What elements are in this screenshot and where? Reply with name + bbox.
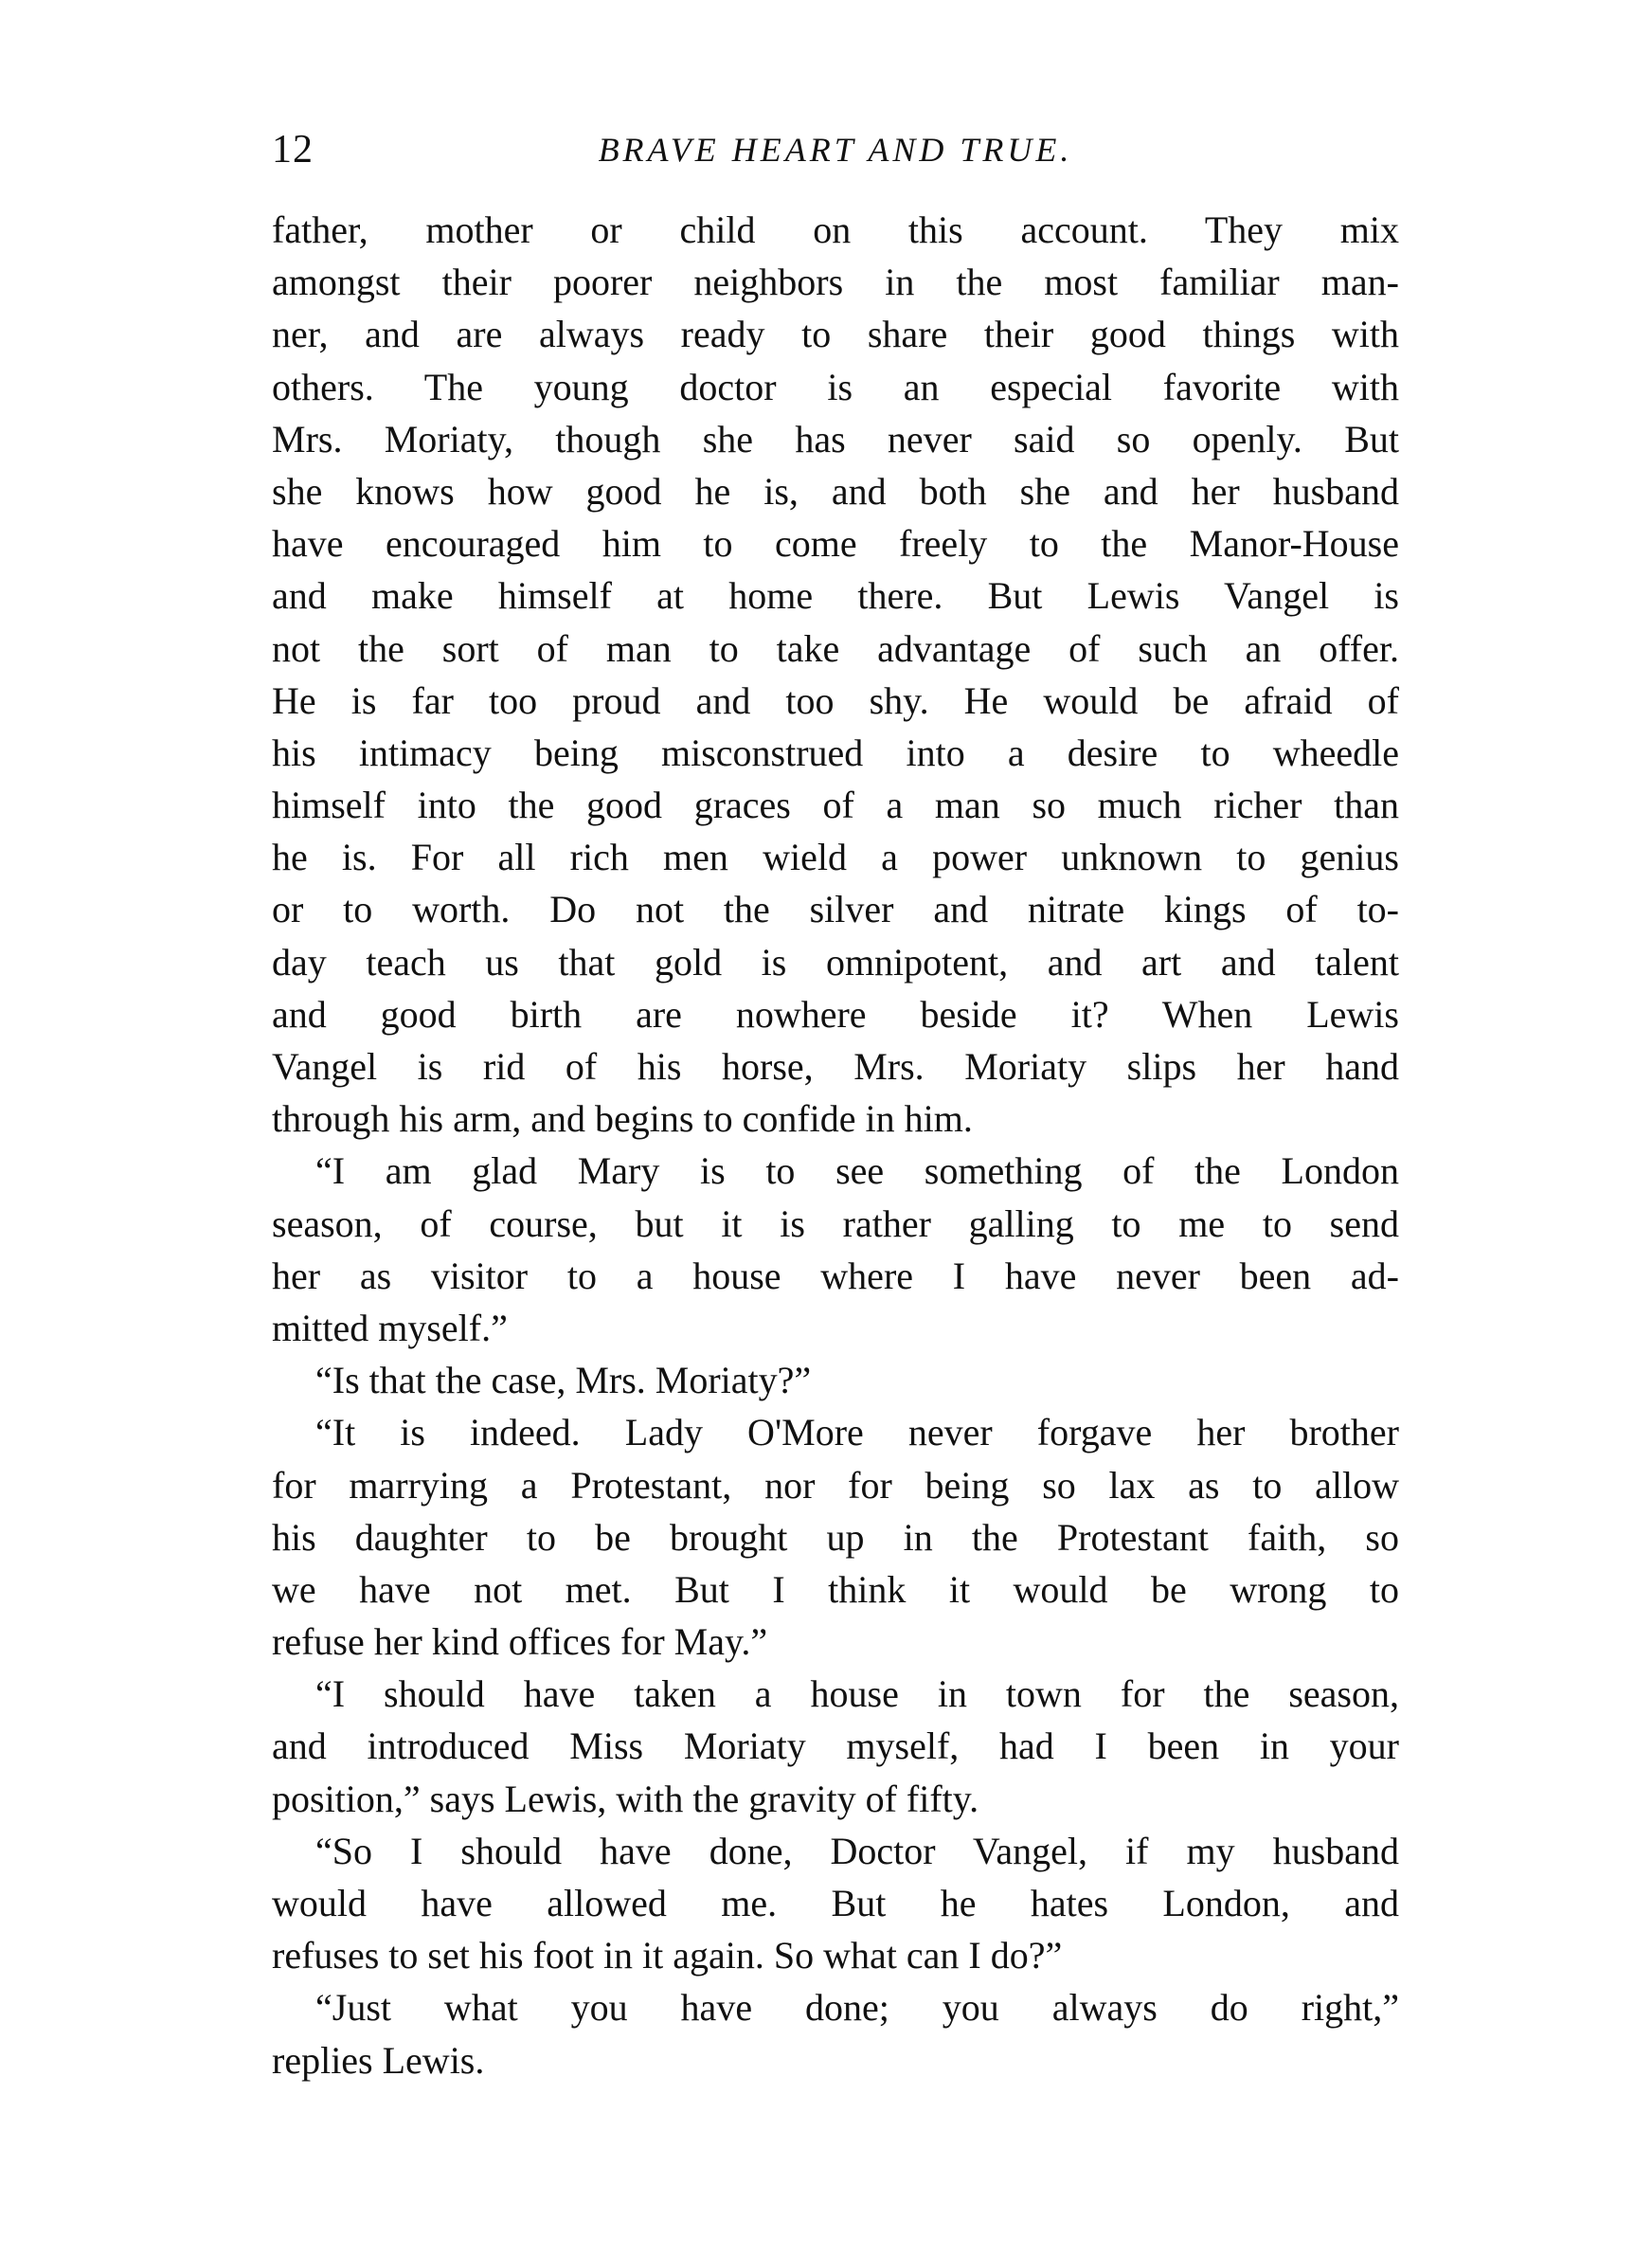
text-line: “I am glad Mary is to see something of the London [315, 1149, 1399, 1193]
text-line: his daughter to be brought up in the Protestant faith, so [272, 1515, 1399, 1559]
text-line: “I should have taken a house in town for the season, [315, 1672, 1399, 1716]
text-line: her as visitor to a house where I have never been ad- [272, 1254, 1399, 1297]
text-line: not the sort of man to take advantage of such an offer. [272, 626, 1399, 670]
text-line: season, of course, but it is rather galling to me to send [272, 1201, 1399, 1245]
page-number: 12 [272, 128, 314, 172]
text-line: she knows how good he is, and both she and her husband [272, 469, 1399, 513]
text-line: others. The young doctor is an especial favorite with [272, 365, 1399, 408]
text-line: “Is that the case, Mrs. Moriaty?” [315, 1359, 812, 1402]
text-line: “So I should have done, Doctor Vangel, if my husband [315, 1829, 1399, 1872]
text-line: have encouraged him to come freely to the Manor-House [272, 522, 1399, 566]
text-line: himself into the good graces of a man so much richer than [272, 784, 1399, 827]
text-line: would have allowed me. But he hates London, and [272, 1882, 1399, 1924]
text-line: he is. For all rich men wield a power unknown to genius [272, 836, 1399, 879]
text-line: for marrying a Protestant, nor for being so lax as to allow [272, 1463, 1399, 1507]
text-line: “Just what you have done; you always do right,” [315, 1986, 1399, 2030]
text-line: mitted myself.” [272, 1306, 508, 1349]
text-line: Mrs. Moriaty, though she has never said so openly. But [272, 417, 1399, 460]
text-line: day teach us that gold is omnipotent, and art and talent [272, 940, 1399, 984]
running-head [272, 121, 1399, 178]
text-line: his intimacy being misconstrued into a desire to wheedle [272, 731, 1399, 774]
text-line: and good birth are nowhere beside it? When Lewis [272, 992, 1399, 1036]
text-line: position,” says Lewis, with the gravity of fifty. [272, 1777, 979, 1820]
text-line: or to worth. Do not the silver and nitrate kings of to- [272, 888, 1399, 931]
text-line: refuses to set his foot in it again. So what can I do?” [272, 1934, 1063, 1977]
text-line: through his arm, and begins to confide in him. [272, 1097, 973, 1141]
text-line: He is far too proud and too shy. He would be afraid of [272, 678, 1399, 722]
text-line: and introduced Miss Moriaty myself, had I been in your [272, 1724, 1399, 1768]
running-title: BRAVE HEART AND TRUE. [598, 131, 1073, 169]
text-line: father, mother or child on this account. They mix [272, 208, 1399, 251]
text-line: amongst their poorer neighbors in the most familiar man- [272, 261, 1399, 304]
body-text [272, 204, 1399, 2086]
text-line: refuse her kind offices for May.” [272, 1620, 768, 1664]
text-line: ner, and are always ready to share their good things with [272, 313, 1399, 356]
text-line: Vangel is rid of his horse, Mrs. Moriaty slips her hand [272, 1045, 1399, 1088]
text-line: we have not met. But I think it would be wrong to [272, 1567, 1399, 1611]
text-line: replies Lewis. [272, 2038, 485, 2082]
text-line: and make himself at home there. But Lewis Vangel is [272, 574, 1399, 618]
text-line: “It is indeed. Lady O'More never forgave her brother [315, 1411, 1399, 1454]
